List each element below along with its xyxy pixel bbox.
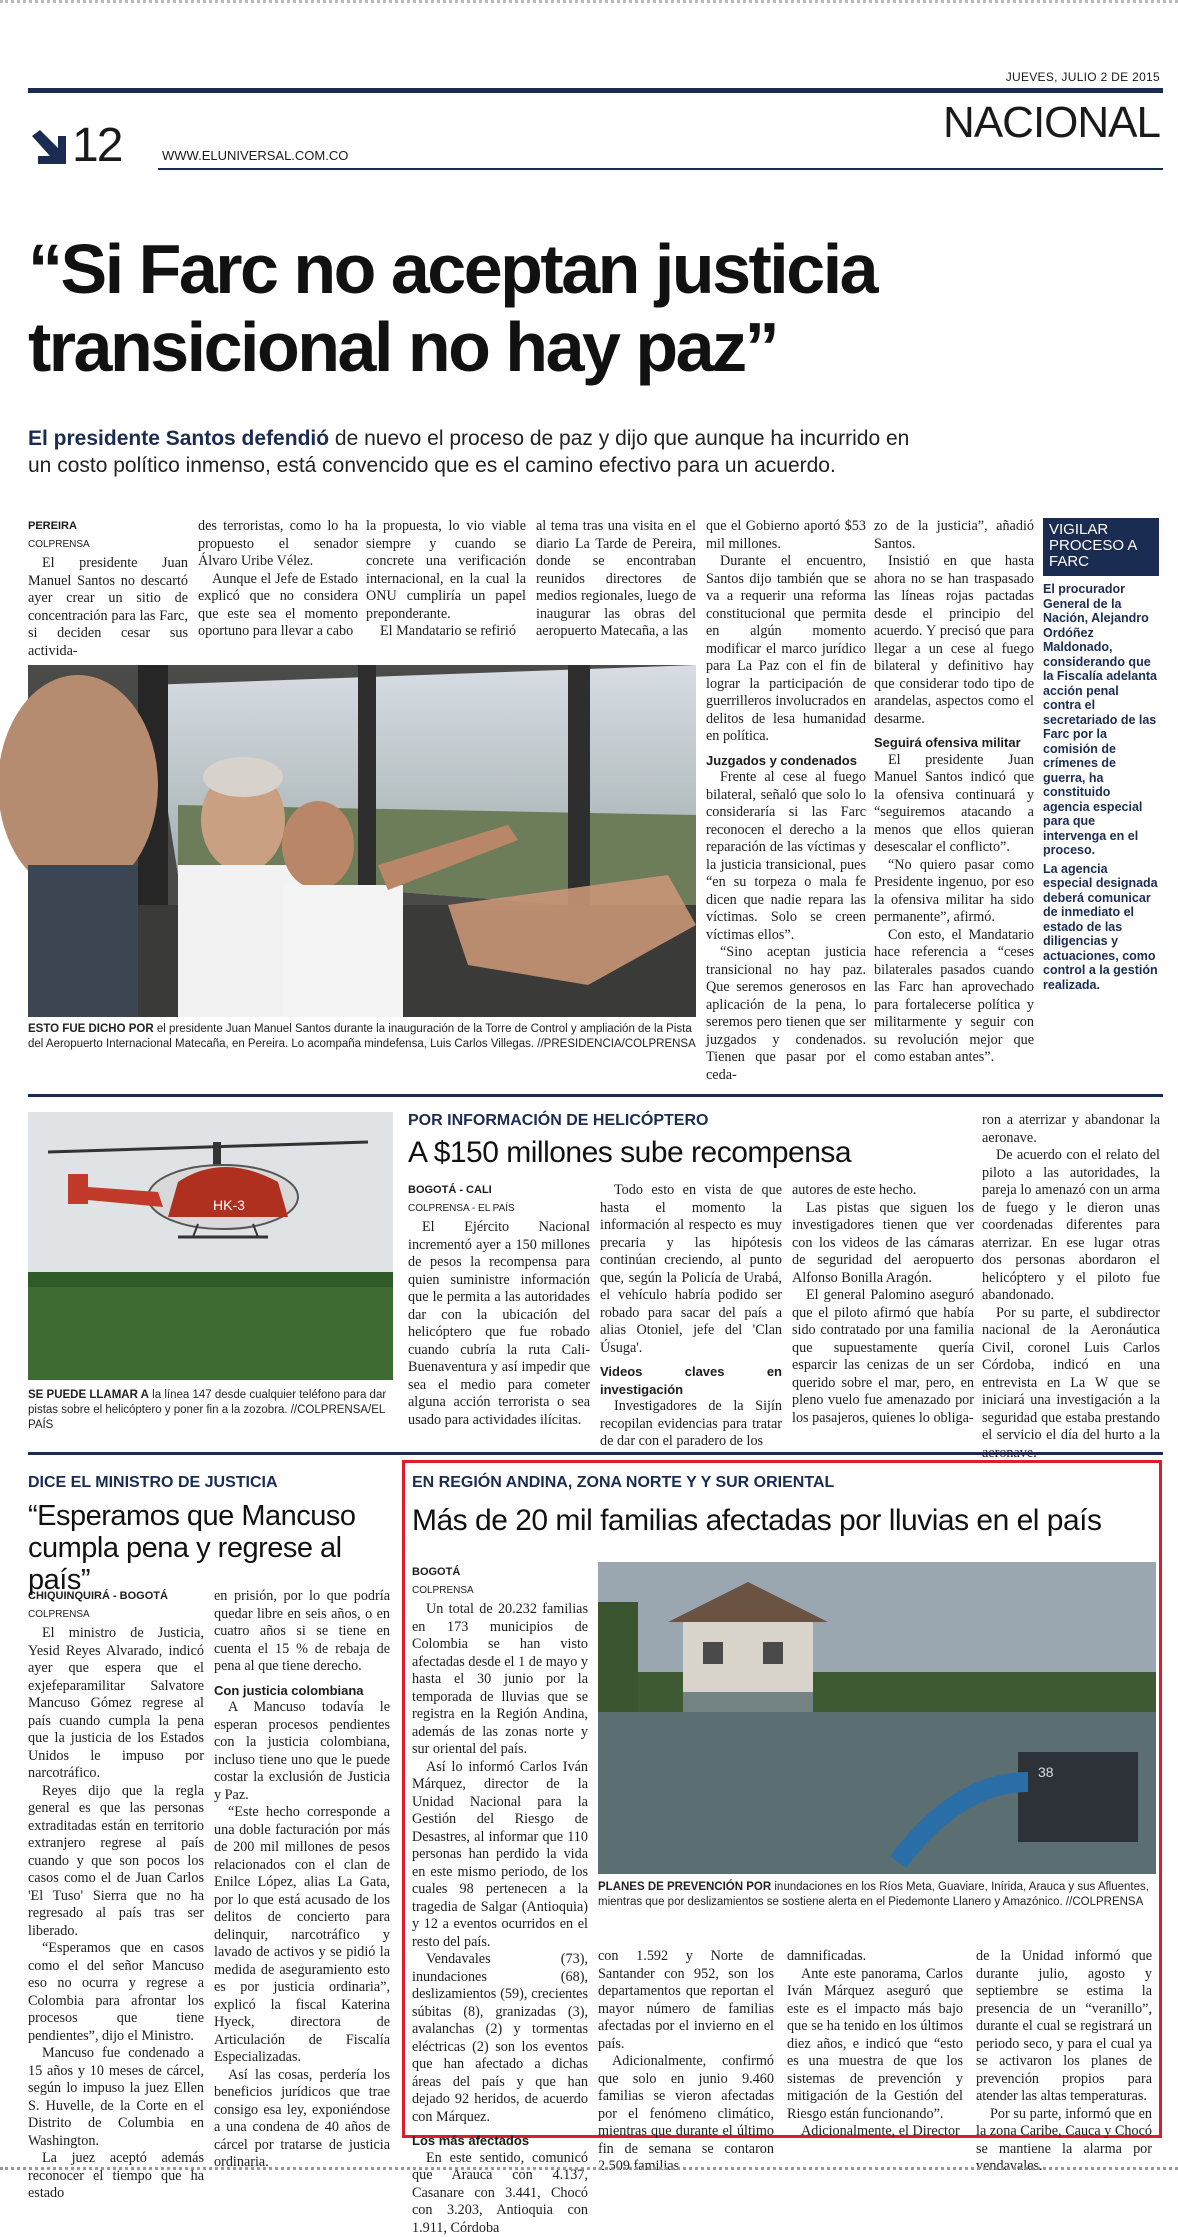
rain-col3-text-b: Ante este panorama, Carlos Iván Márquez aseguró que este es el impacto más bajo que se ha tenido en los últimos diez años, e indicó que “esto es una muestra de que los sistemas de prevención y mitigación de la Gestión del Riesgo están funcionando”.	[787, 1966, 963, 2124]
heli-col3-text-b: Las pistas que siguen los investigadores tienen que ver con los videos de las cámaras de seguridad del aeropuerto Alfonso Bonilla Aragón.	[792, 1200, 974, 1288]
site-url: WWW.ELUNIVERSAL.COM.CO	[162, 148, 348, 163]
heli-col4-text-b: De acuerdo con el relato del piloto a las autoridades, la pareja lo amenazó con un arma de fuego y le dieron unas coordenadas diferentes para aterrizar. En ese lugar otras dos personas abordaron el helicóptero y el piloto fue abandonado.	[982, 1147, 1160, 1305]
mancuso-col1-text-b: Reyes dijo que la regla general es que las personas extraditadas están en territorio extranjero regrese al país cuando y que son pocos los casos como el de Juan Carlos 'El Tuso' Sierra que no ha regresado al país tras ser liberado.	[28, 1783, 204, 1941]
mancuso-col2-text-b: A Mancuso todavía le esperan procesos pendientes con la justicia colombiana, incluso tiene uno que le puede costar la exclusión de Justicia y Paz.	[214, 1699, 390, 1804]
deck-bold: El presidente Santos defendió	[28, 427, 329, 450]
main-col5-text-a: que el Gobierno aportó $53 mil millones.	[706, 518, 866, 553]
flood-image	[598, 1562, 1156, 1874]
main-col3-text-b: El Mandatario se refirió	[366, 623, 526, 641]
heli-caption-text: la línea 147 desde cualquier teléfono para dar pistas sobre el helicóptero y poner fin a la zozobra. //COLPRENSA/EL PAÍS	[28, 1389, 386, 1431]
rain-headline: Más de 20 mil familias afectadas por lluvias en el país	[412, 1504, 1152, 1537]
helicopter-headline: A $150 millones sube recompensa	[408, 1136, 1048, 1169]
main-col-2	[198, 518, 358, 641]
page-number-box	[28, 118, 148, 174]
mancuso-col1-text-c: “Esperamos que en casos como el del señor Mancuso eso no ocurra y regrese a Colombia para afrontar los procesos que tiene pendientes”, dijo el Ministro.	[28, 1940, 204, 2045]
mancuso-col1-text-e: La juez aceptó además reconocer el tiempo que ha estado	[28, 2150, 204, 2203]
mancuso-col-2	[214, 1588, 390, 2172]
heli-col-4	[982, 1112, 1160, 1462]
heli-col4-text-a: ron a aterrizar y abandonar la aeronave.	[982, 1112, 1160, 1147]
mancuso-subhead: Con justicia colombiana	[214, 1682, 390, 1700]
rain-col3-text-a: damnificadas.	[787, 1948, 963, 1966]
tail-number: HK-3	[213, 1197, 245, 1213]
rain-credit: COLPRENSA	[412, 1582, 588, 1600]
rain-col2-text-b: Adicionalmente, confirmó que solo en junio 9.460 familias se vieron afectadas por el fenómeno climático, mientras que durante el último fin de semana se contaron 2.509 familias	[598, 2053, 774, 2176]
mancuso-col2-text-c: “Este hecho corresponde a una doble facturación por más de 200 mil millones de pesos relacionados con el clan de Enilce López, alias La Gata, por lo que está acusado de los delitos de concierto para delinquir, narcotráfico y lavado de activos y se pidió la medida de aseguramiento esto es por justicia ordinaria”, explicó la fiscal Katerina Hyeck, directora de Articulación de Fiscalía Especializadas.	[214, 1804, 390, 2067]
heli-col3-text-c: El general Palomino aseguró que el piloto afirmó que había sido contratado por una familia que supuestamente quería esparcir las cenizas de un ser querido sobre el mar, pero, en pleno vuelo fue amenazado por los pasajeros, quienes lo obliga-	[792, 1287, 974, 1427]
pump-number: 38	[1038, 1764, 1054, 1780]
main-col6-text-e: Con esto, el Mandatario hace referencia a “ceses bilaterales pasados cuando las Farc han aprovechado para fortalecerse política y militarmente y seguir con su revolución mejor que como estaban antes”.	[874, 927, 1034, 1067]
main-subhead-2: Seguirá ofensiva militar	[874, 734, 1034, 752]
header-subrule	[158, 168, 1163, 170]
rain-col1-text-b: Así lo informó Carlos Iván Márquez, director de la Unidad Nacional para la Gestión del Riesgo de Desastres, al informar que 110 personas han perdido la vida en este mismo periodo, de los cuales 98 pertenecen a la tragedia de Salgar (Antioquia) y 12 a eventos ocurridos en el resto del país.	[412, 1759, 588, 1952]
heli-subhead: Videos claves en investigación	[600, 1363, 782, 1398]
rain-col1-text-c: Vendavales (73), inundaciones (68), deslizamientos (59), crecientes súbitas (8), granizadas (3), avalanchas (2) y tormentas eléctricas (2) son los eventos que han afectado a dichas áreas del país y que han dejado 92 heridos, de acuerdo con Márquez.	[412, 1951, 588, 2126]
main-caption-text: el presidente Juan Manuel Santos durante la inauguración de la Torre de Control y ampliación de la Pista del Aeropuerto Internacional Matecaña, en Pereira. Lo acompaña mindefensa, Luis Carlos Villegas. //PRESIDENCIA/COLPRENSA	[28, 1023, 696, 1050]
main-dateline: PEREIRA	[28, 518, 188, 536]
bottom-dotted-border	[0, 2160, 1178, 2170]
heli-col2-text-b: Investigadores de la Sijín recopilan evidencias para tratar de dar con el paradero de los	[600, 1398, 782, 1451]
rain-col-3	[787, 1948, 963, 2141]
main-col6-text-d: “No quiero pasar como Presidente ingenuo, por eso la ofensiva militar ha sido permanente”, afirmó.	[874, 857, 1034, 927]
issue-date: JUEVES, JULIO 2 DE 2015	[1006, 70, 1160, 84]
flood-photo-caption	[598, 1880, 1156, 1910]
mancuso-credit: COLPRENSA	[28, 1606, 204, 1624]
sidebar-title: VIGILAR PROCESO A FARC	[1043, 518, 1159, 576]
flood-photo	[598, 1562, 1156, 1874]
top-dotted-border	[0, 0, 1178, 6]
rain-caption-bold: PLANES DE PREVENCIÓN POR	[598, 1881, 771, 1893]
deck-text: de nuevo el proceso de paz y dijo que aunque ha incurrido en un costo político inmenso, está convencido que es el camino efectivo para un acuerdo.	[28, 427, 909, 477]
heli-col2-text-a: Todo esto en vista de que hasta el momento la información al respecto es muy precaria y las hipótesis continúan creciendo, al punto que, según la Policía de Urabá, el vehículo habría podido ser robado para sacar del país a alias Otoniel, jefe del 'Clan Úsuga'.	[600, 1182, 782, 1357]
rain-dateline: BOGOTÁ	[412, 1564, 588, 1582]
heli-dateline: BOGOTÁ - CALI	[408, 1182, 590, 1200]
rain-col1-text-d: En este sentido, comunicó que Arauca con 4.137, Casanare con 3.441, Chocó con 3.203, Antioquia con 1.911, Córdoba	[412, 2150, 588, 2237]
main-deck	[28, 425, 928, 479]
main-col2-text-b: Aunque el Jefe de Estado explicó que no considera que este sea el momento oportuno para llevar a cabo	[198, 571, 358, 641]
rain-col3-text-c: Adicionalmente, el Director	[787, 2123, 963, 2141]
helicopter-kicker: POR INFORMACIÓN DE HELICÓPTERO	[408, 1112, 708, 1130]
heli-caption-bold: SE PUEDE LLAMAR A	[28, 1389, 149, 1401]
heli-credit: COLPRENSA - EL PAÍS	[408, 1200, 590, 1218]
heli-col3-text-a: autores de este hecho.	[792, 1182, 974, 1200]
rain-col1-text-a: Un total de 20.232 familias en 173 municipios de Colombia se han visto afectadas desde el 1 de mayo y hasta el 30 junio por la temporada de lluvias que se registra en la Región Andina, además de las zonas norte y sur oriental del país.	[412, 1601, 588, 1759]
main-col-3	[366, 518, 526, 641]
mancuso-col-1	[28, 1588, 204, 2203]
main-col3-text-a: la propuesta, lo vio viable siempre y cuando se concrete una verificación internacional, en la cual la ONU cumpliría un papel preponderante.	[366, 518, 526, 623]
helicopter-photo	[28, 1112, 393, 1380]
heli-col-1	[408, 1182, 590, 1429]
main-caption-bold: ESTO FUE DICHO POR	[28, 1023, 154, 1035]
main-col5-text-c: Frente al cese al fuego bilateral, señaló que solo lo consideraría si las Farc reconocen el derecho a la reparación de las víctimas y la justicia transicional, pues “en su torpeza o mala fe dicen que nadie repara las víctimas. Solo se creen víctimas ellos”.	[706, 769, 866, 944]
sidebar-box	[1043, 518, 1159, 992]
rain-caption-text: inundaciones en los Ríos Meta, Guaviare, Inírida, Arauca y sus Afluentes, mientras que por deslizamientos se sostiene alerta en el Piedemonte Llanero y Amazónico. //COLPRENSA	[598, 1881, 1149, 1908]
mancuso-col1-text-d: Mancuso fue condenado a 15 años y 10 meses de cárcel, según lo impuso la juez Ellen S. Huvelle, de la Corte en el Distrito de Columbia en Washington.	[28, 2045, 204, 2150]
main-col6-text-a: zo de la justicia”, añadió Santos.	[874, 518, 1034, 553]
main-credit: COLPRENSA	[28, 536, 188, 554]
main-col-6	[874, 518, 1034, 1067]
rain-kicker: EN REGIÓN ANDINA, ZONA NORTE Y Y SUR ORIENTAL	[412, 1474, 834, 1492]
control-tower-image	[28, 665, 696, 1017]
heli-col1-text: El Ejército Nacional incrementó ayer a 150 millones de pesos la recompensa para quien suministre información que le permita a las autoridades dar con la ubicación del helicóptero que fue robado cuando cubría la ruta Cali-Buenaventura y así impedir que sea el medio para cometer alguna acción terrorista o sea usado para actividades ilícitas.	[408, 1219, 590, 1429]
mancuso-col2-text-d: Así las cosas, perdería los beneficios jurídicos que trae consigo esa ley, exponiéndose a una condena de 40 años de cárcel por tratarse de justicia ordinaria.	[214, 2067, 390, 2172]
section-label: NACIONAL	[943, 98, 1160, 148]
sidebar-body	[1043, 582, 1159, 992]
page-number: 12	[72, 122, 121, 170]
header-rule	[28, 88, 1163, 93]
rain-col2-text-a: con 1.592 y Norte de Santander con 952, son los departamentos que reportan el mayor número de familias afectadas por el invierno en el país.	[598, 1948, 774, 2053]
rain-subhead: Los más afectados	[412, 2132, 588, 2150]
mancuso-col1-text-a: El ministro de Justicia, Yesid Reyes Alvarado, indicó ayer que espera que el exjefeparamilitar Salvatore Mancuso Gómez regrese al país cuando cumpla la pena que la justicia de los Estados Unidos le impuso por narcotráfico.	[28, 1625, 204, 1783]
helicopter-image	[28, 1112, 393, 1380]
sidebar-body-2: La agencia especial designada deberá comunicar de inmediato el estado de las diligencias y actuaciones, como control a la gestión realizada.	[1043, 862, 1159, 993]
main-col2-text-a: des terroristas, como lo ha propuesto el senador Álvaro Uribe Vélez.	[198, 518, 358, 571]
main-col6-text-c: El presidente Juan Manuel Santos indicó que la ofensiva continuará y “seguiremos atacando a menos que ellos quieran desescalar el conflicto”.	[874, 752, 1034, 857]
main-col-1	[28, 518, 188, 660]
mancuso-headline: “Esperamos que Mancuso cumpla pena y regrese al país”	[28, 1500, 398, 1596]
sidebar-body-1: El procurador General de la Nación, Alejandro Ordóñez Maldonado, considerando que la Fiscalía adelanta acción penal contra el secretariado de las Farc por la comisión de crímenes de guerra, ha constituido agencia especial para que intervenga en el proceso.	[1043, 582, 1159, 858]
arrow-down-right-icon	[28, 126, 68, 166]
main-headline: “Si Farc no aceptan justicia transicional no hay paz”	[28, 230, 1158, 386]
main-col1-text: El presidente Juan Manuel Santos no descartó ayer crear un sitio de concentración para las Farc, si deciden cesar sus activida-	[28, 555, 188, 660]
main-col-4	[536, 518, 696, 641]
mancuso-col2-text-a: en prisión, por lo que podría quedar libre en seis años, o en cuatro años si se tiene en cuenta el 15 % de rebaja de pena al que tiene derecho.	[214, 1588, 390, 1676]
heli-col-2	[600, 1182, 782, 1451]
main-col6-text-b: Insistió en que hasta ahora no se han traspasado las líneas rojas pactadas desde el principio del acuerdo. Y precisó que para llegar a un cese al fuego bilateral y definitivo hay que considerar todo tipo de arandelas, aspectos como el desarme.	[874, 553, 1034, 728]
main-col4-text: al tema tras una visita en el diario La Tarde de Pereira, donde se encontraban reunidos directores de medios regionales, luego de inaugurar las obras del aeropuerto Matecaña, a las	[536, 518, 696, 641]
rain-col-4	[976, 1948, 1152, 2176]
section-divider-1	[28, 1094, 1163, 1097]
heli-col4-text-c: Por su parte, el subdirector nacional de la Aeronáutica Civil, coronel Luis Carlos Córdoba, indicó en una entrevista en La W que se iniciará una investigación a la seguridad que estaba prestando el servicio el día del hurto a la	[982, 1305, 1160, 1463]
heli-col-3	[792, 1182, 974, 1427]
rain-col4-text-b: Por su parte, informó que en la zona Caribe, Cauca y Chocó se mantiene la alarma por vendavales.	[976, 2106, 1152, 2176]
main-col5-text-d: “Sino aceptan justicia transicional no hay paz. Que seremos generosos en aplicación de la pena, lo seremos pero tienen que ser juzgados y condenados. Tienen que pasar por el ceda-	[706, 944, 866, 1084]
main-subhead-1: Juzgados y condenados	[706, 752, 866, 770]
mancuso-dateline: CHIQUINQUIRÁ - BOGOTÁ	[28, 1588, 204, 1606]
rain-col-2	[598, 1948, 774, 2176]
santos-photo	[28, 665, 696, 1017]
main-col-5	[706, 518, 866, 1084]
section-divider-2	[28, 1452, 1163, 1455]
mancuso-kicker: DICE EL MINISTRO DE JUSTICIA	[28, 1474, 278, 1492]
helicopter-photo-caption	[28, 1388, 393, 1433]
main-photo-caption	[28, 1022, 696, 1052]
rain-col-1	[412, 1564, 588, 2237]
rain-col4-text-a: de la Unidad informó que durante julio, agosto y septiembre se estima la presencia de un “veranillo”, durante el cual se registrará un periodo seco, y para el cual ya se activaron los planes de prevención propios para atender las altas temperaturas.	[976, 1948, 1152, 2106]
main-col5-text-b: Durante el encuentro, Santos dijo también que se va a requerir una reforma constitucional que permita en algún momento modificar el marco jurídico para La Paz con el fin de lograr la participación de guerrilleros involucrados en delitos de lesa humanidad en política.	[706, 553, 866, 746]
